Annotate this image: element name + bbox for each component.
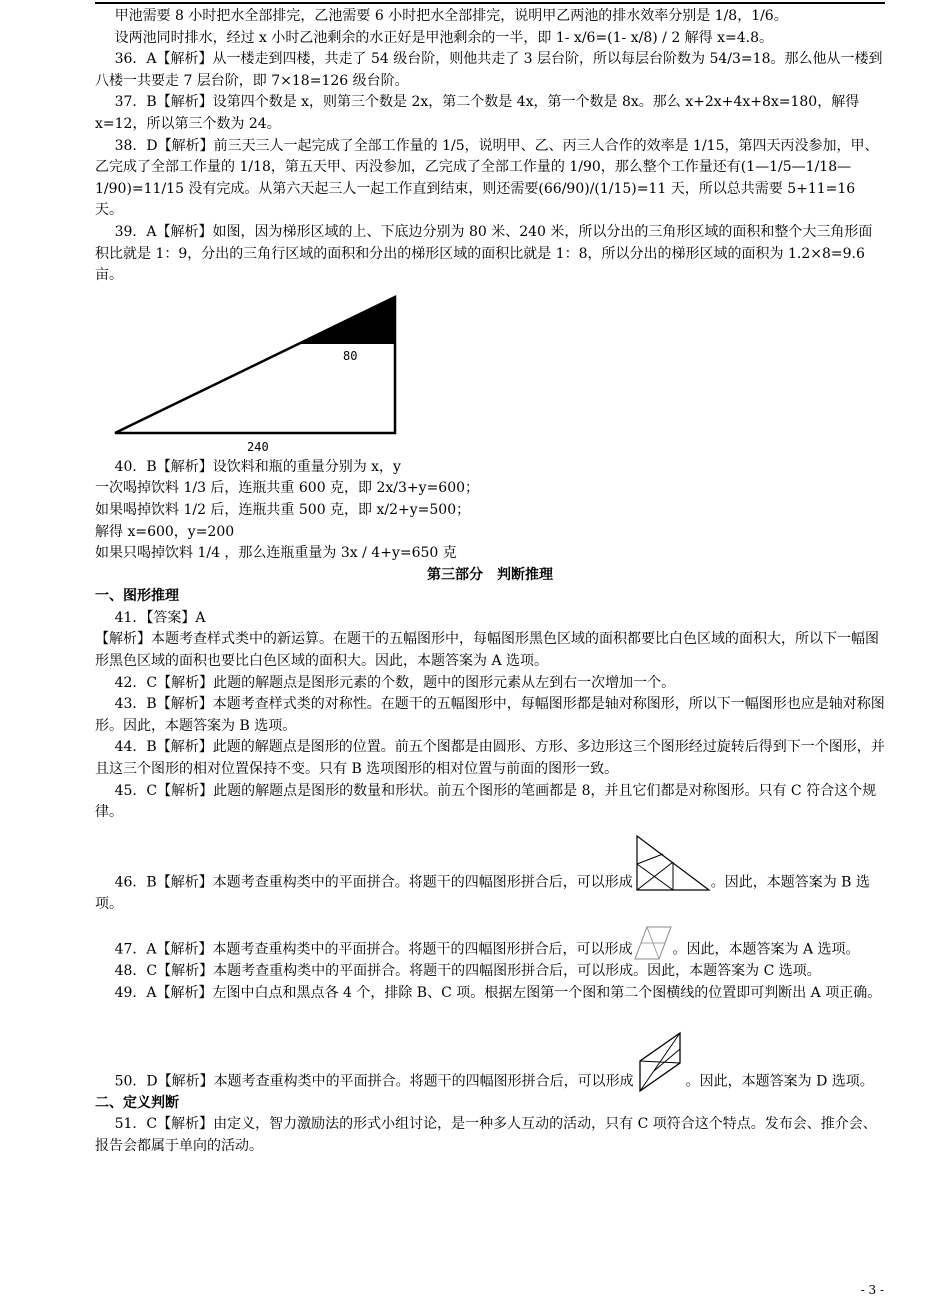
q40-line2: 一次喝掉饮料 1/3 后，连瓶共重 600 克，即 2x/3+y=600； [95, 480, 480, 497]
q47-assembled-figure [633, 925, 673, 961]
q46-answer [95, 834, 885, 916]
q44-answer: 44．B【解析】此题的解题点是图形的位置。前五个图都是由圆形、方形、多边形这三个图形经过旋转后得到下一个图形，并且这三个图形的相对位置保持不变。只有 B 选项图形的相对位置与前面的图形一致。 [95, 739, 885, 778]
section-title: 第三部分 判断推理 [427, 566, 553, 583]
subsection-figure-reasoning: 一、图形推理 [95, 588, 179, 605]
q41-answer: 41．【答案】A [114, 609, 206, 626]
q35-line2: 设两池同时排水，经过 x 小时乙池剩余的水正好是甲池剩余的一半，即 1- x/6=(1- x/8) / 2 解得 x=4.8。 [114, 29, 774, 46]
q51-answer: 51．C【解析】由定义，智力激励法的形式小组讨论，是一种多人互动的活动，只有 C 项符合这个特点。发布会、推介会、报告会都属于单向的活动。 [95, 1116, 877, 1154]
q47-answer [95, 925, 885, 961]
q40-line1: 40．B【解析】设饮料和瓶的重量分别为 x，y [114, 458, 401, 475]
subsection-definition-judgment: 二、定义判断 [95, 1094, 179, 1111]
q40-line5: 如果只喝掉饮料 1/4 ，那么连瓶重量为 3x / 4+y=650 克 [95, 545, 457, 562]
q46-text-b: 。因此，本题答案为 B 选项。 [95, 874, 870, 912]
q50-text-b: 。因此，本题答案为 D 选项。 [685, 1073, 874, 1089]
q38-answer: 38．D【解析】前三天三人一起完成了全部工作量的 1/5，说明甲、乙、丙三人合作的效率是 1/15，第四天丙没参加，甲、乙完成了全部工作量的 1/18，第五天甲、丙没参加，乙完成了全部工作量的 1/90，那么整个工作量还有(1—1/5—1/18—1/90)=11/15 没有完成。从第六天起三人一起工作直到结束，则还需要(66/90)/(1/15)=11 天，所以总共需要 5+11=16 天。 [95, 137, 879, 219]
q45-answer: 45．C【解析】此题的解题点是图形的数量和形状。前五个图形的笔画都是 8，并且它们都是对称图形。只有 C 符合这个规律。 [95, 782, 877, 821]
q40-line3: 如果喝掉饮料 1/2 后，连瓶共重 500 克，即 x/2+y=500； [95, 501, 471, 518]
q50-text-a: 50．D【解析】本题考查重构类中的平面拼合。将题干的四幅图形拼合后，可以形成 [114, 1073, 634, 1089]
q40-line4: 解得 x=600，y=200 [95, 523, 235, 540]
q46-text-a: 46．B【解析】本题考查重构类中的平面拼合。将题干的四幅图形拼合后，可以形成 [114, 874, 633, 891]
q47-text-b: 。因此，本题答案为 A 选项。 [672, 941, 860, 958]
q39-answer: 39．A【解析】如图，因为梯形区域的上、下底边分别为 80 米、240 米，所以分出的三角形区域的面积和整个大三角形面积比就是 1：9，分出的三角行区域的面积和分出的梯形区域的面积比就是 1：8，所以分出的梯形区域的面积为 1.2×8=9.6 亩。 [95, 223, 873, 284]
q41-explanation: 【解析】本题考查样式类中的新运算。在题干的五幅图形中，每幅图形黑色区域的面积都要比白色区域的面积大，所以下一幅图形黑色区域的面积也要比白色区域的面积大。因此，本题答案为 A 选项。 [95, 631, 879, 670]
q50-assembled-figure [634, 1031, 686, 1093]
q43-answer: 43．B【解析】本题考查样式类的对称性。在题干的五幅图形中，每幅图形都是轴对称图形，所以下一幅图形也应是轴对称图形。因此，本题答案为 B 选项。 [95, 696, 885, 734]
trapezoid-triangle-figure [105, 293, 425, 453]
q50-answer [95, 1031, 885, 1093]
q46-assembled-figure [633, 834, 711, 894]
q48-answer: 48．C【解析】本题考查重构类中的平面拼合。将题干的四幅图形拼合后，可以形成。因此，本题答案为 C 选项。 [114, 963, 821, 980]
q35-line1: 甲池需要 8 小时把水全部排完，乙池需要 6 小时把水全部排完，说明甲乙两池的排水效率分别是 1/8，1/6。 [114, 8, 788, 24]
q42-answer: 42．C【解析】此题的解题点是图形元素的个数，题中的图形元素从左到右一次增加一个。 [114, 674, 676, 691]
q47-text-a: 47．A【解析】本题考查重构类中的平面拼合。将题干的四幅图形拼合后，可以形成 [114, 941, 633, 958]
answer-text [95, 6, 885, 1157]
q36-answer: 36．A【解析】从一楼走到四楼，共走了 54 级台阶，则他共走了 3 层台阶，所以每层台阶数为 54/3=18。那么他从一楼到八楼一共要走 7 层台阶，即 7×18=126 级台阶。 [95, 51, 883, 89]
q49-answer: 49．A【解析】左图中白点和黑点各 4 个，排除 B、C 项。根据左图第一个图和第二个图横线的位置即可判断出 A 项正确。 [114, 985, 882, 1001]
label-240: 240 [247, 439, 269, 453]
q37-answer: 37．B【解析】设第四个数是 x，则第三个数是 2x，第二个数是 4x，第一个数是 8x。那么 x+2x+4x+8x=180，解得 x=12，所以第三个数为 24。 [95, 94, 860, 132]
page-number: - 3 - [860, 1283, 884, 1297]
header-rule [95, 2, 885, 4]
label-80: 80 [343, 348, 358, 363]
